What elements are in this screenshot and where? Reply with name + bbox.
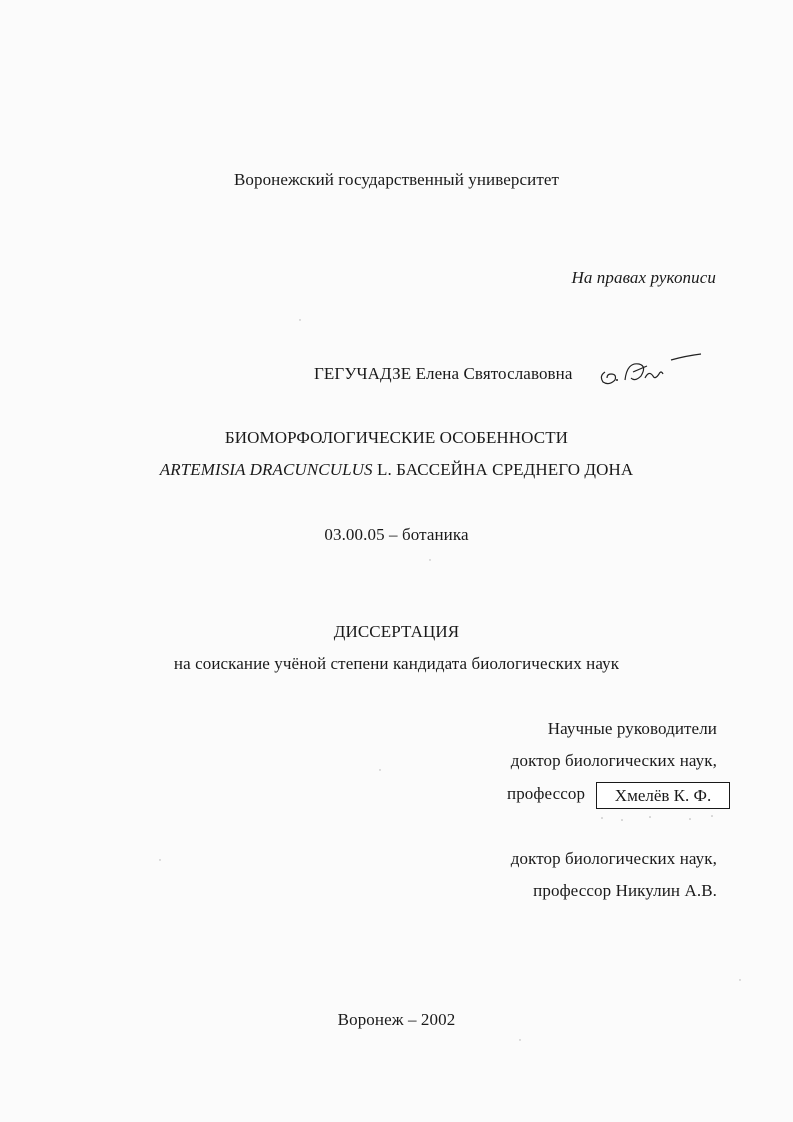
title-line-1: БИОМОРФОЛОГИЧЕСКИЕ ОСОБЕННОСТИ (224, 428, 569, 447)
supervisor1-title: профессор (507, 784, 586, 803)
rights-note: На правах рукописи (571, 268, 716, 287)
author-name: ГЕГУЧАДЗЕ Елена Святославовна (314, 364, 573, 383)
place-year: Воронеж – 2002 (337, 1010, 456, 1029)
title-line-2 (0, 460, 793, 480)
supervisor1-degree: доктор биологических наук, (510, 751, 717, 770)
supervisor1-name-stamp: Хмелёв К. Ф. (596, 782, 730, 809)
degree-statement: на соискание учёной степени кандидата биологических наук (173, 654, 620, 673)
supervisors-heading: Научные руководители (547, 719, 717, 738)
title-line-2-rest: L. БАССЕЙНА СРЕДНЕГО ДОНА (372, 460, 634, 479)
university-name: Воронежский государственный университет (233, 170, 560, 189)
signature (597, 350, 707, 390)
supervisor2-title-name: профессор Никулин А.В. (533, 881, 717, 900)
title-latin-name: ARTEMISIA DRACUNCULUS (159, 460, 373, 479)
supervisor2-degree: доктор биологических наук, (510, 849, 717, 868)
document-type: ДИССЕРТАЦИЯ (333, 622, 460, 641)
specialty-code: 03.00.05 – ботаника (324, 525, 469, 544)
